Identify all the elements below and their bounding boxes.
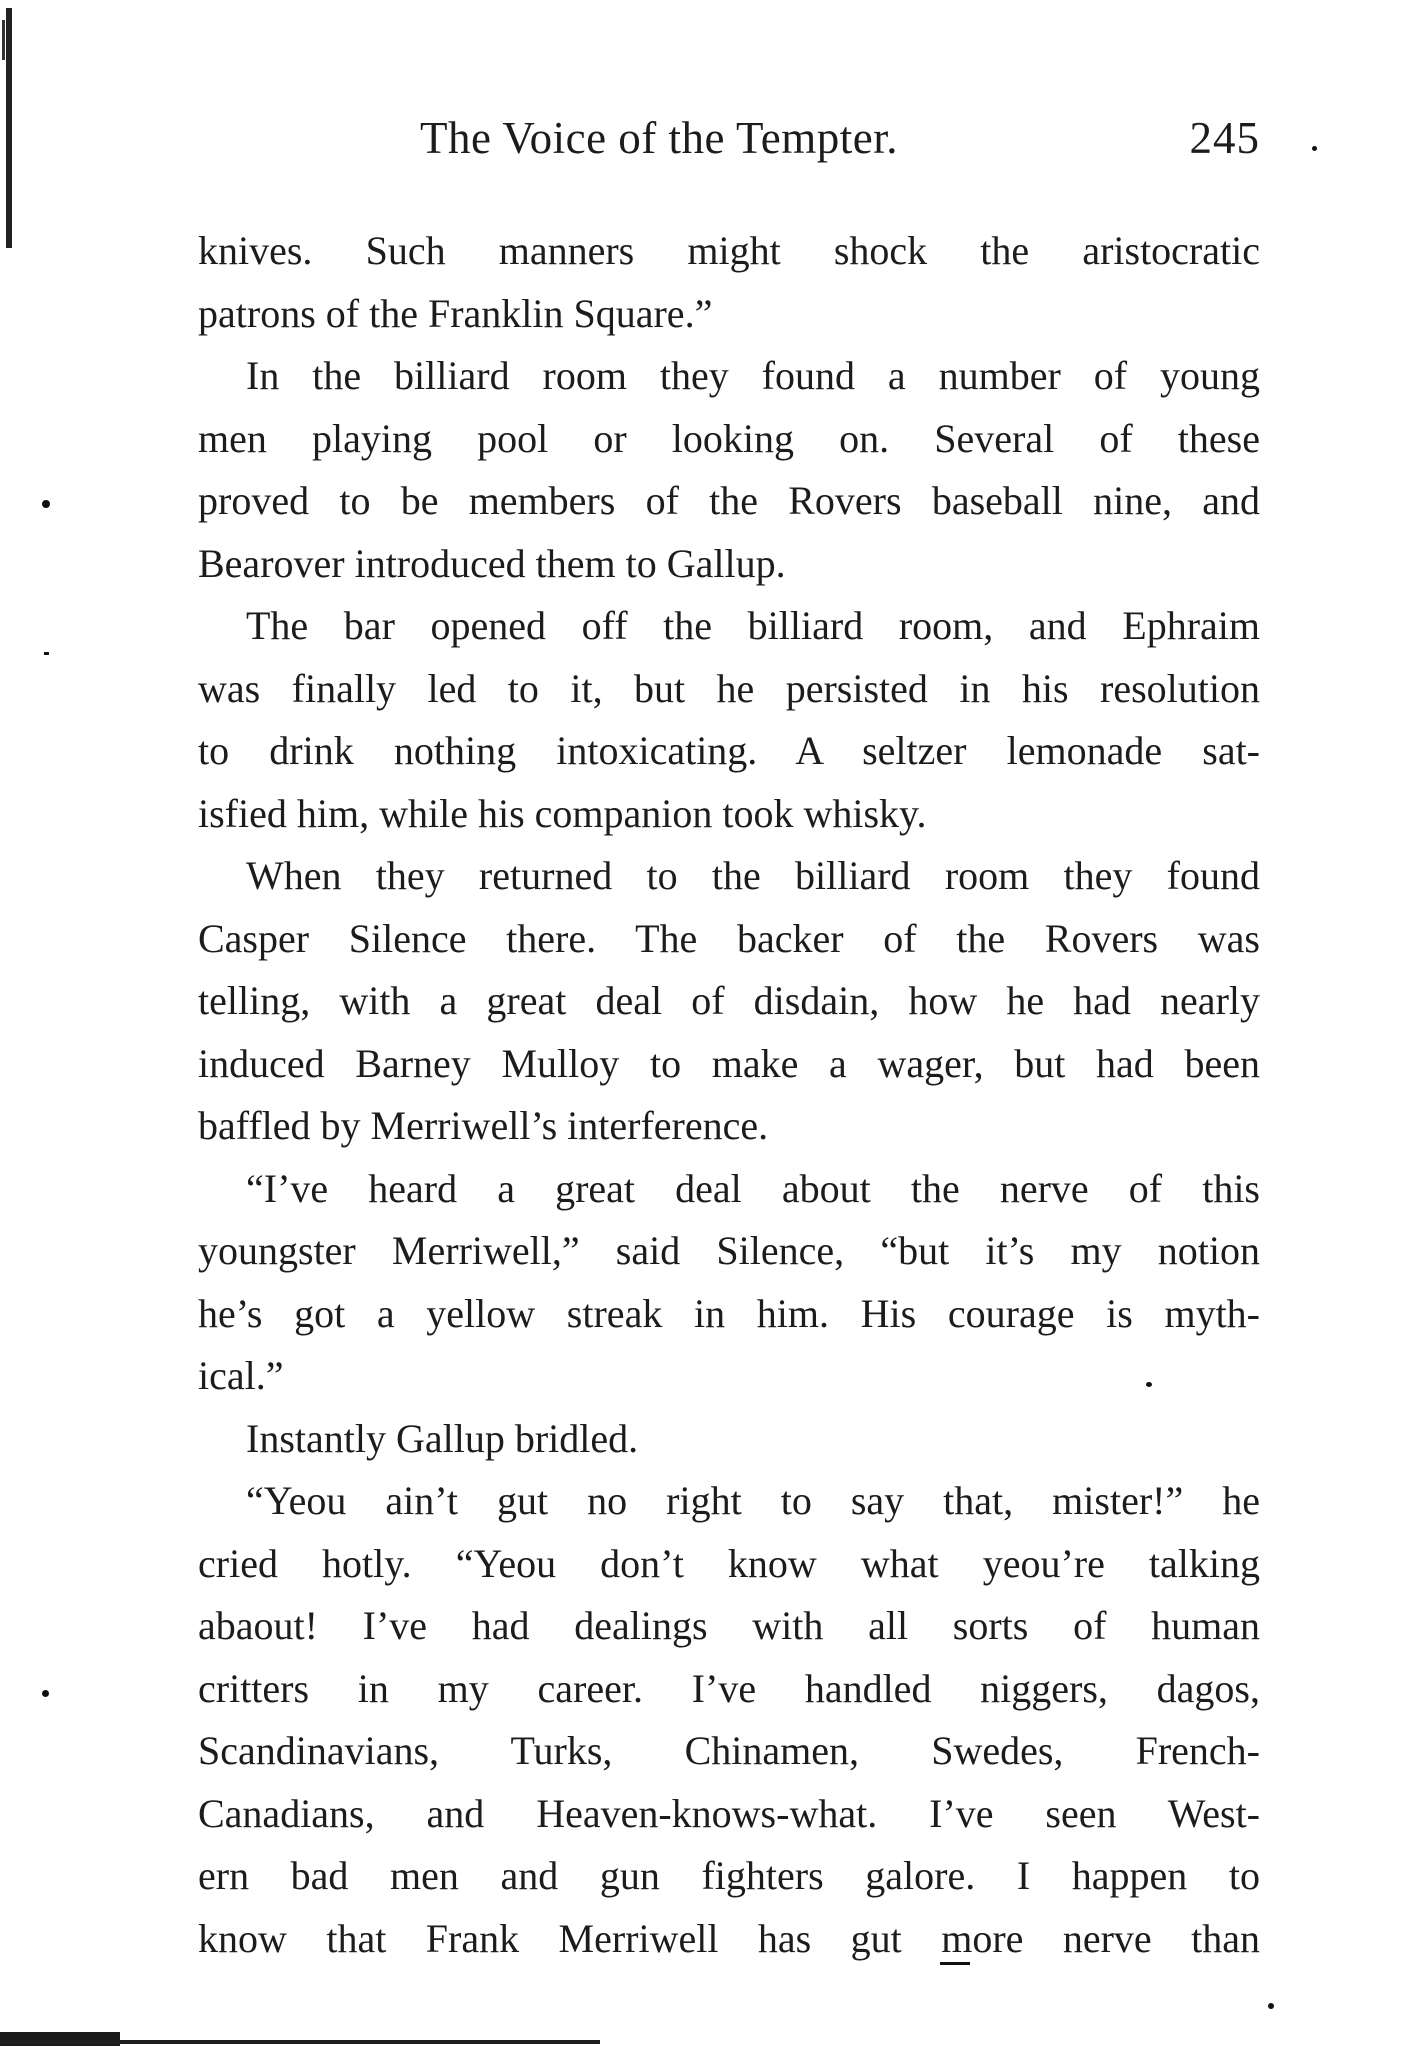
ink-speck: [42, 500, 50, 508]
ink-speck: [42, 1690, 49, 1697]
text-line: patrons of the Franklin Square.”: [198, 290, 713, 336]
text-line: In the billiard room they found a number of young: [246, 353, 1260, 398]
ink-speck: [1268, 2003, 1274, 2009]
text-line: Canadians, and Heaven-knows-what. I’ve seen West-: [198, 1790, 1260, 1836]
text-line: knives. Such manners might shock the aristocratic: [198, 228, 1260, 273]
text-line: was finally led to it, but he persisted in his resolution: [198, 665, 1260, 711]
body-text: [198, 220, 1260, 1970]
text-line: to drink nothing intoxicating. A seltzer lemonade sat-: [198, 728, 1260, 773]
text-line: ern bad men and gun fighters galore. I happen to: [198, 1853, 1260, 1898]
text-line: cried hotly. “Yeou don’t know what yeou’re talking: [198, 1540, 1260, 1586]
ink-speck: [1146, 1382, 1152, 1387]
text-line: induced Barney Mulloy to make a wager, but had been: [198, 1040, 1260, 1086]
ink-speck: [1312, 146, 1317, 151]
text-line: telling, with a great deal of disdain, how he had nearly: [198, 978, 1260, 1023]
ink-speck: [44, 652, 49, 655]
text-line: isfied him, while his companion took whisky.: [198, 790, 927, 836]
text-line: The bar opened off the billiard room, and Ephraim: [246, 603, 1260, 648]
text-line: men playing pool or looking on. Several of these: [198, 415, 1260, 461]
page-number: 245: [1189, 113, 1260, 163]
text-line: ical.”: [198, 1353, 284, 1398]
text-line: When they returned to the billiard room they found: [246, 853, 1260, 898]
text-line: he’s got a yellow streak in him. His courage is myth-: [198, 1290, 1260, 1336]
text-line: critters in my career. I’ve handled niggers, dagos,: [198, 1665, 1260, 1711]
text-line: Instantly Gallup bridled.: [246, 1415, 639, 1461]
text-line: proved to be members of the Rovers baseball nine, and: [198, 478, 1260, 523]
text-line: know that Frank Merriwell has gut more nerve than: [198, 1915, 1260, 1961]
text-line: abaout! I’ve had dealings with all sorts of human: [198, 1603, 1260, 1648]
running-title: The Voice of the Tempter.: [420, 113, 898, 163]
text-line: “I’ve heard a great deal about the nerve of this: [246, 1165, 1260, 1211]
text-line: Scandinavians, Turks, Chinamen, Swedes, French-: [198, 1728, 1260, 1773]
text-line: Casper Silence there. The backer of the Rovers was: [198, 915, 1260, 961]
text-line: baffled by Merriwell’s interference.: [198, 1103, 769, 1148]
binding-edge-mark: [6, 8, 12, 248]
text-line: Bearover introduced them to Gallup.: [198, 540, 786, 586]
running-header: [198, 112, 1260, 182]
binding-edge-mark: [2, 20, 5, 60]
page-edge-rule: [0, 2040, 600, 2044]
text-line: youngster Merriwell,” said Silence, “but it’s my notion: [198, 1228, 1260, 1273]
text-line: “Yeou ain’t gut no right to say that, mister!” he: [246, 1478, 1260, 1523]
ink-speck: [940, 1962, 970, 1965]
